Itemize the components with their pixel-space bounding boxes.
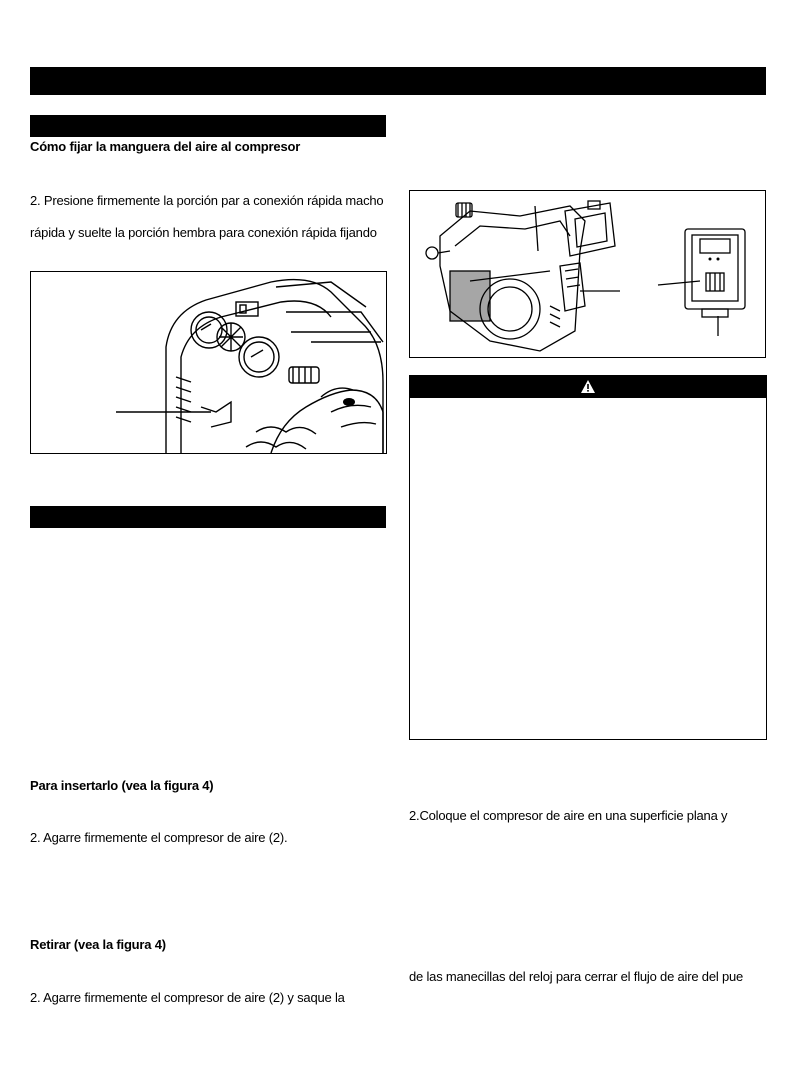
step2-line1: 2. Presione firmemente la porción par a conexión rápida macho	[30, 193, 384, 208]
battery-compressor-illustration	[410, 191, 765, 357]
remove-step2: 2. Agarre firmemente el compresor de aire (2) y saque la	[30, 990, 345, 1005]
header-bar	[30, 67, 766, 95]
heading-insert: Para insertarlo (vea la figura 4)	[30, 778, 214, 793]
compressor-hose-illustration	[31, 272, 386, 453]
heading-attach-hose: Cómo fijar la manguera del aire al compresor	[30, 139, 301, 154]
warning-box	[409, 375, 767, 740]
section-bar-2	[30, 506, 386, 528]
place-step2: 2.Coloque el compresor de aire en una superficie plana y	[409, 808, 728, 823]
warning-header	[410, 376, 766, 398]
clock-text: de las manecillas del reloj para cerrar el flujo de aire del pue	[409, 969, 744, 984]
insert-step2: 2. Agarre firmemente el compresor de aire (2).	[30, 830, 288, 845]
section-bar-1	[30, 115, 386, 137]
heading-remove: Retirar (vea la figura 4)	[30, 937, 166, 952]
figure-battery-insertion	[409, 190, 766, 358]
step2-line2: rápida y suelte la porción hembra para conexión rápida fijando	[30, 225, 377, 240]
warning-triangle-icon	[580, 379, 596, 394]
figure-hose-connection	[30, 271, 387, 454]
